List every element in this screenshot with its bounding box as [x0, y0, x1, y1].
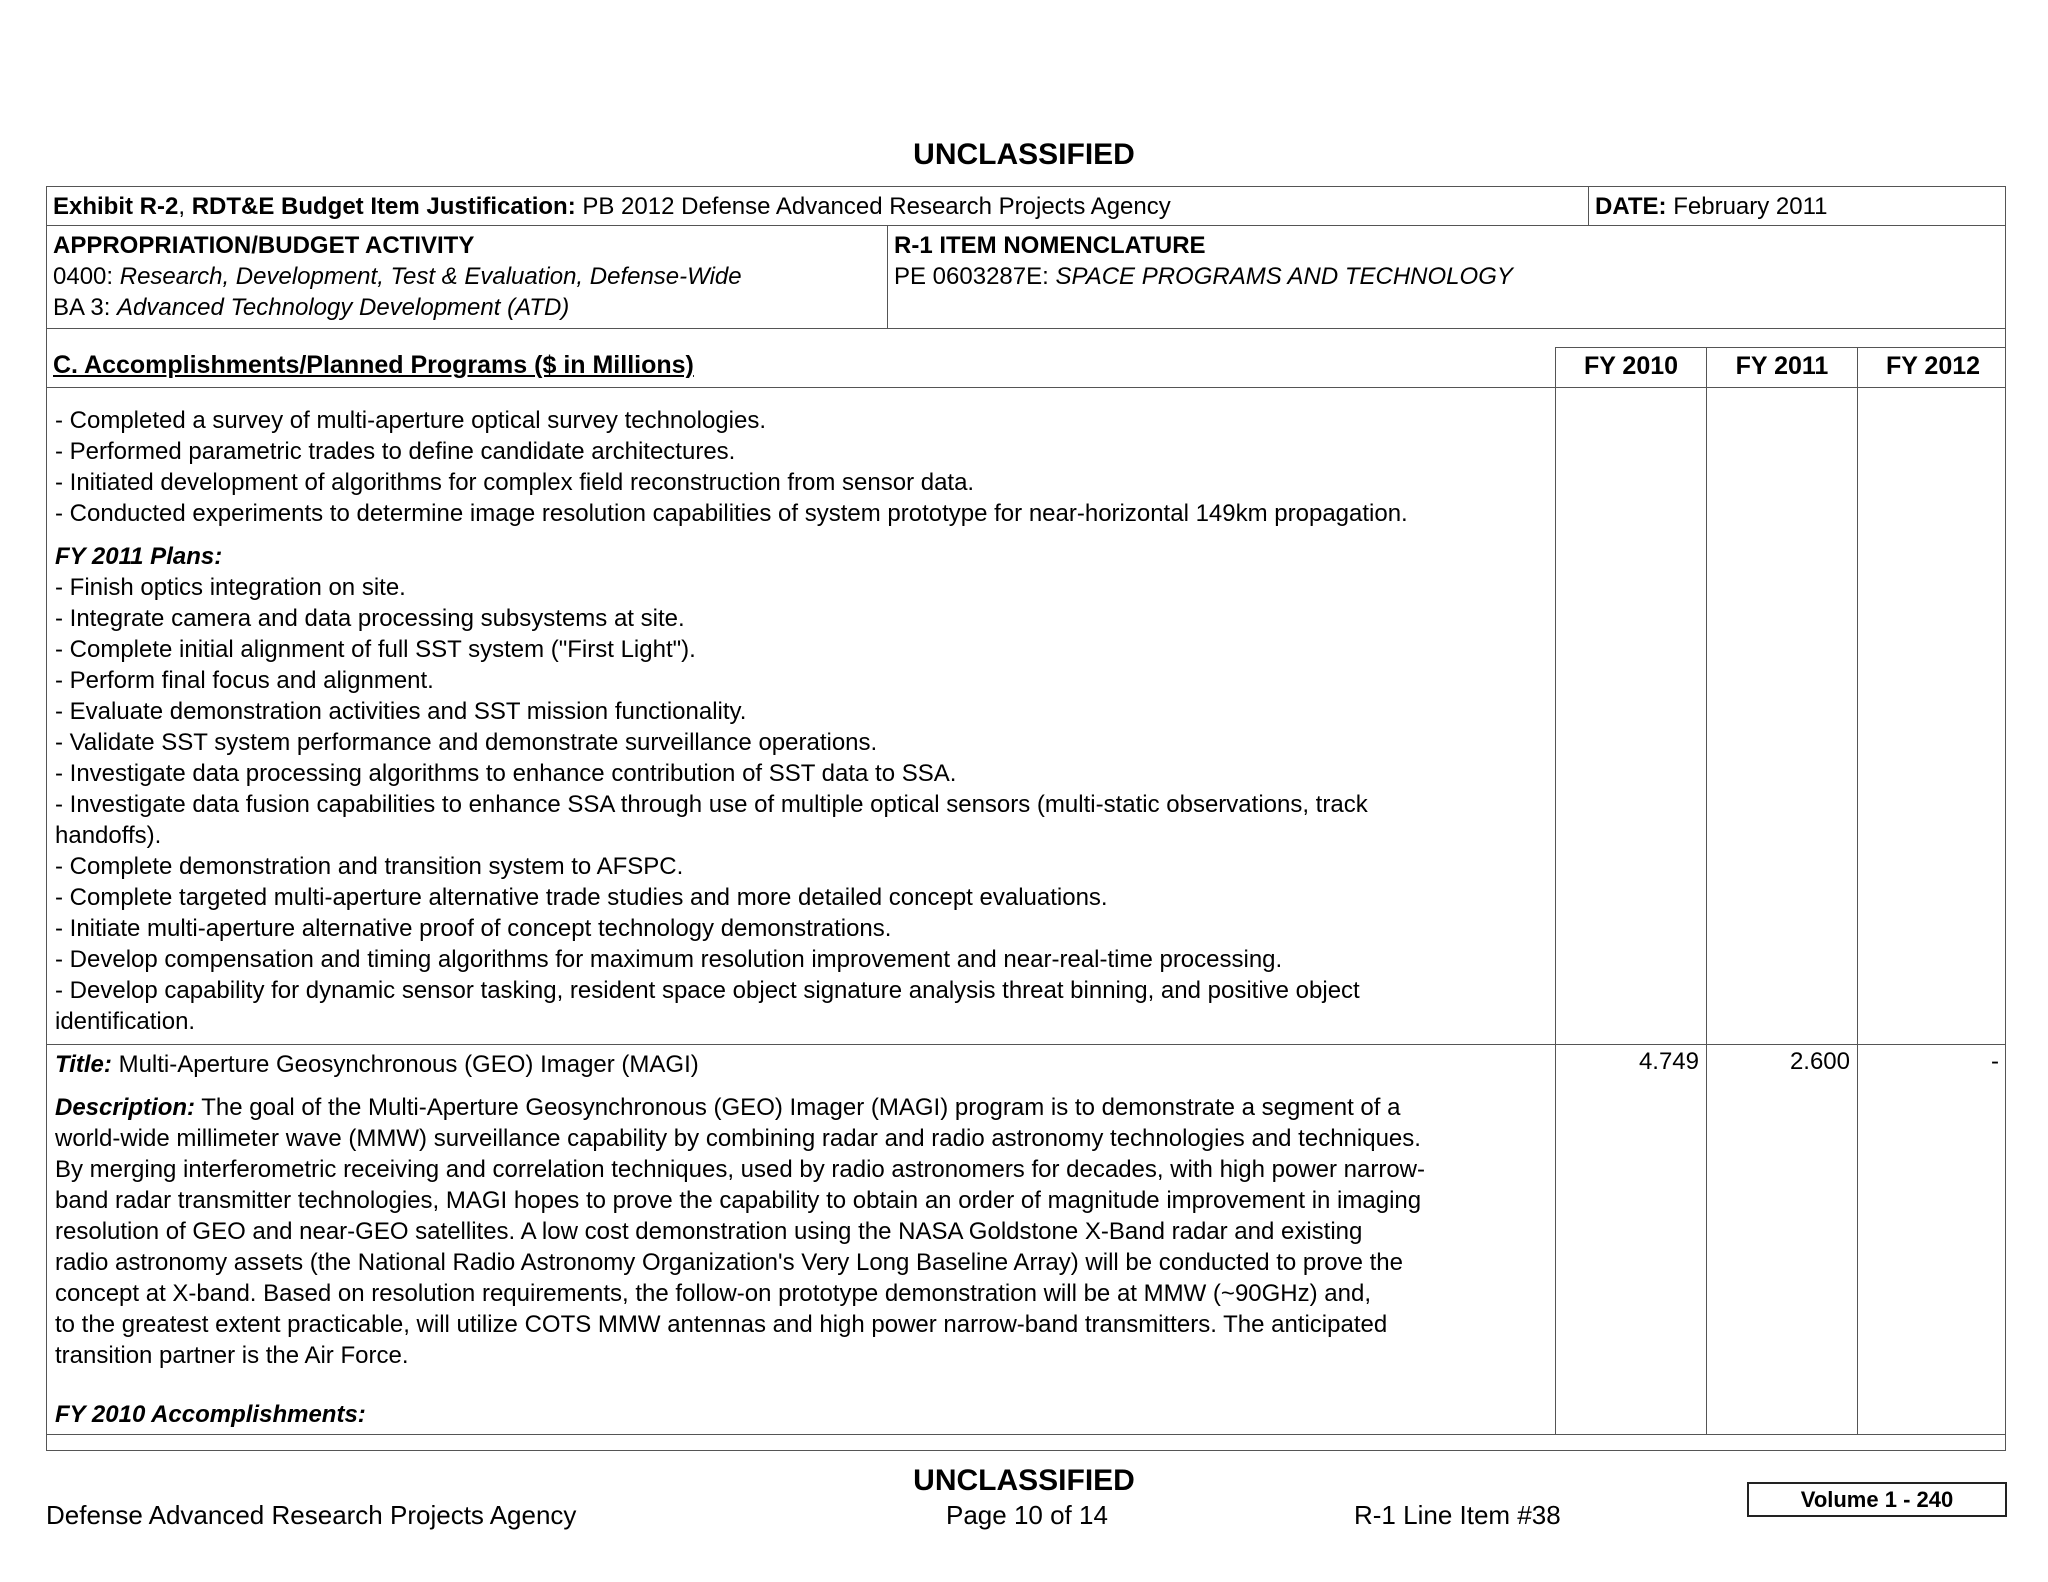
list-item: - Initiated development of algorithms for complex field reconstruction from sensor data. [55, 469, 975, 496]
list-item: - Conducted experiments to determine image resolution capabilities of system prototype for near-horizontal 149km propagation. [55, 500, 1408, 527]
nomenclature-cell [894, 230, 1513, 292]
exhibit-label: Exhibit R-2 [53, 193, 179, 220]
title-label: Title: [55, 1051, 112, 1078]
list-item: - Perform final focus and alignment. [55, 667, 434, 694]
description-line: to the greatest extent practicable, will utilize COTS MMW antennas and high power narrow-band transmitters. The anticipated [55, 1311, 1388, 1338]
header-divider [46, 225, 2006, 226]
budget-activity-line [53, 292, 742, 323]
pe-code: PE 0603287E: [894, 263, 1056, 290]
date-line [1595, 191, 1828, 222]
pe-name: SPACE PROGRAMS AND TECHNOLOGY [1055, 263, 1513, 290]
col-header-fy2012: FY 2012 [1885, 352, 1981, 380]
list-item: - Complete initial alignment of full SST system ("First Light"). [55, 636, 696, 663]
volume-box: Volume 1 - 240 [1747, 1482, 2007, 1517]
accomplishments-list [55, 405, 1408, 529]
fy-header-top [1555, 347, 2006, 348]
plans-list [55, 541, 1368, 1037]
list-item: - Develop capability for dynamic sensor tasking, resident space object signature analysis threat binning, and positive object [55, 977, 1360, 1004]
description-block [55, 1092, 1425, 1371]
col-header-fy2010: FY 2010 [1583, 352, 1679, 380]
description-line: concept at X-band. Based on resolution requirements, the follow-on prototype demonstration will be at MMW (~90GHz) and, [55, 1280, 1372, 1307]
description-line [55, 1092, 1425, 1123]
date-label: DATE: [1595, 193, 1667, 220]
list-item: - Complete targeted multi-aperture alternative trade studies and more detailed concept evaluations. [55, 884, 1108, 911]
exhibit-line [53, 191, 1171, 222]
ba-name: Advanced Technology Development (ATD) [117, 294, 570, 321]
list-item: - Performed parametric trades to define candidate architectures. [55, 438, 736, 465]
appropriation-label: APPROPRIATION/BUDGET ACTIVITY [53, 232, 475, 259]
col-divider-fy2010 [1555, 347, 1556, 1435]
appropriation-line [53, 261, 742, 292]
ba-code: BA 3: [53, 294, 118, 321]
section-header-divider [46, 387, 2006, 388]
list-item: - Investigate data fusion capabilities to enhance SSA through use of multiple optical sensors (multi-static observations, track [55, 791, 1368, 818]
list-item: identification. [55, 1008, 196, 1035]
list-item: - Integrate camera and data processing subsystems at site. [55, 605, 685, 632]
list-item: - Initiate multi-aperture alternative proof of concept technology demonstrations. [55, 915, 892, 942]
date-divider [1588, 186, 1589, 226]
program-title [55, 1049, 699, 1080]
block-divider [46, 1044, 2006, 1045]
exhibit-sep: , [178, 193, 192, 220]
value-fy2011: 2.600 [1789, 1048, 1850, 1075]
description-line: world-wide millimeter wave (MMW) surveillance capability by combining radar and radio astronomy technologies and techniques. [55, 1125, 1421, 1152]
pe-line [894, 261, 1513, 292]
description-line: band radar transmitter technologies, MAGI hopes to prove the capability to obtain an order of magnitude improvement in imaging [55, 1187, 1422, 1214]
col-header-fy2011: FY 2011 [1735, 352, 1829, 380]
appropriation-name: Research, Development, Test & Evaluation, Defense-Wide [119, 263, 742, 290]
description-line: transition partner is the Air Force. [55, 1342, 409, 1369]
plans-heading: FY 2011 Plans: [55, 543, 223, 570]
section-title: C. Accomplishments/Planned Programs ($ in Millions) [53, 351, 694, 379]
list-item: - Develop compensation and timing algorithms for maximum resolution improvement and near-real-time processing. [55, 946, 1283, 973]
footer-page: Page 10 of 14 [946, 1500, 1108, 1530]
exhibit-agency: PB 2012 Defense Advanced Research Projects Agency [575, 193, 1171, 220]
appropriation-cell [53, 230, 742, 323]
value-fy2010: 4.749 [1638, 1048, 1699, 1075]
list-item: - Validate SST system performance and demonstrate surveillance operations. [55, 729, 878, 756]
nomenclature-divider [887, 225, 888, 329]
description-line: resolution of GEO and near-GEO satellites. A low cost demonstration using the NASA Goldstone X-Band radar and existing [55, 1218, 1363, 1245]
description-line: radio astronomy assets (the National Radio Astronomy Organization's Very Long Baseline Array) will be conducted to prove the [55, 1249, 1403, 1276]
footer-line-item: R-1 Line Item #38 [1354, 1500, 1561, 1530]
description-text: The goal of the Multi-Aperture Geosynchronous (GEO) Imager (MAGI) program is to demonstrate a segment of a [195, 1094, 1401, 1121]
footer-agency: Defense Advanced Research Projects Agency [46, 1500, 577, 1530]
description-line: By merging interferometric receiving and correlation techniques, used by radio astronomers for decades, with high power narrow- [55, 1156, 1426, 1183]
list-item: - Complete demonstration and transition system to AFSPC. [55, 853, 684, 880]
table-bottom-line [46, 1434, 2006, 1435]
title-value: Multi-Aperture Geosynchronous (GEO) Imager (MAGI) [111, 1051, 699, 1078]
appropriation-code: 0400: [53, 263, 120, 290]
list-item: - Completed a survey of multi-aperture optical survey technologies. [55, 407, 766, 434]
col-divider-fy2011 [1706, 347, 1707, 1435]
bottom-classification: UNCLASSIFIED [913, 1464, 1135, 1497]
r1-label: R-1 ITEM NOMENCLATURE [894, 232, 1206, 259]
list-item: - Evaluate demonstration activities and SST mission functionality. [55, 698, 747, 725]
fy2010-accomplishments-heading: FY 2010 Accomplishments: [55, 1401, 366, 1428]
list-item: - Finish optics integration on site. [55, 574, 406, 601]
top-classification: UNCLASSIFIED [913, 138, 1135, 171]
description-label: Description: [55, 1094, 196, 1121]
list-item: - Investigate data processing algorithms to enhance contribution of SST data to SSA. [55, 760, 957, 787]
col-divider-fy2012 [1857, 347, 1858, 1435]
date-value: February 2011 [1666, 193, 1828, 220]
exhibit-title: RDT&E Budget Item Justification: [191, 193, 576, 220]
list-item: handoffs). [55, 822, 162, 849]
value-fy2012: - [1991, 1048, 1999, 1075]
